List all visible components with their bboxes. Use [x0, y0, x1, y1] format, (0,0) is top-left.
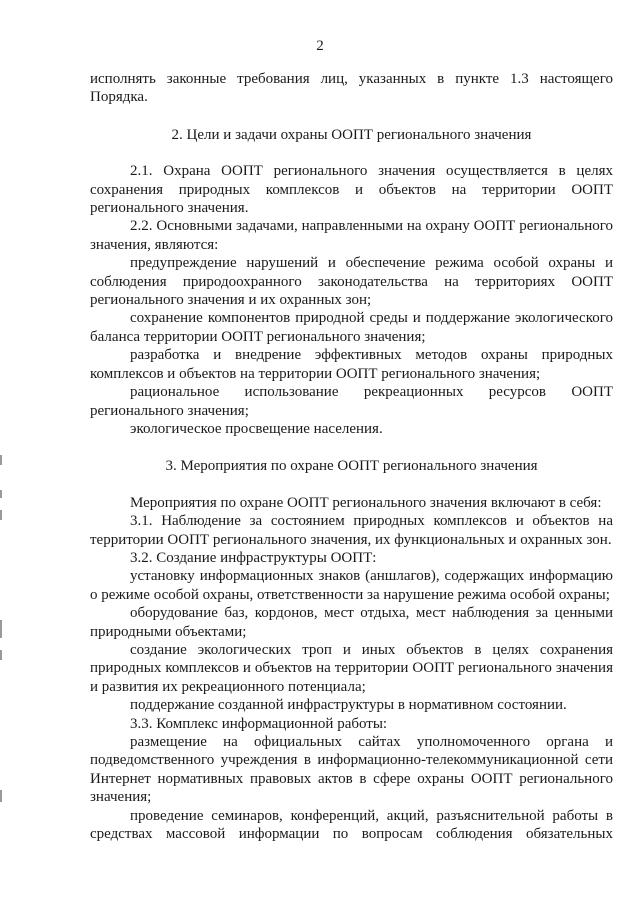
scan-edge-mark	[0, 790, 2, 802]
scan-edge-mark	[0, 455, 2, 465]
paragraph: Мероприятия по охране ООПТ регионального значения включают в себя:	[130, 494, 602, 511]
paragraph: создание экологических троп и иных объектов в целях сохранения природных комплексов и объектов на территории ООПТ регионального значения и развития их рекреационного потенциала;	[90, 641, 613, 695]
paragraph: установку информационных знаков (аншлагов), содержащих информацию о режиме особой охраны, ответственности за нарушение режима особой охраны;	[90, 568, 613, 603]
paragraph: 3.2. Создание инфраструктуры ООПТ:	[130, 549, 377, 566]
document-body	[90, 70, 613, 843]
page-number: 2	[316, 38, 324, 54]
paragraph: экологическое просвещение населения.	[130, 420, 383, 437]
section-2-heading: 2. Цели и задачи охраны ООПТ регионального значения	[171, 126, 532, 143]
paragraph: поддержание созданной инфраструктуры в нормативном состоянии.	[130, 697, 567, 714]
paragraph: проведение семинаров, конференций, акций, разъяснительной работы в средствах массовой информации по вопросам соблюдения обязательных	[90, 807, 613, 843]
scan-edge-mark	[0, 620, 2, 638]
section-3-heading: 3. Мероприятия по охране ООПТ регионального значения	[165, 458, 538, 475]
paragraph: оборудование баз, кордонов, мест отдыха, мест наблюдения за ценными природными объектами;	[90, 605, 613, 640]
paragraph: 2.1. Охрана ООПТ регионального значения осуществляется в целях сохранения природных комплексов и объектов на территории ООПТ регионального значения.	[90, 163, 613, 217]
paragraph: 2.2. Основными задачами, направленными на охрану ООПТ регионального значения, являются:	[90, 218, 613, 253]
paragraph: рациональное использование рекреационных ресурсов ООПТ регионального значения;	[90, 384, 613, 419]
paragraph: 3.3. Комплекс информационной работы:	[130, 715, 388, 732]
paragraph: предупреждение нарушений и обеспечение режима особой охраны и соблюдения природоохранного законодательства на территориях ООПТ регионального значения и их охранных зон;	[90, 255, 613, 309]
scan-edge-mark	[0, 510, 2, 520]
paragraph-intro: исполнять законные требования лиц, указанных в пункте 1.3 настоящего Порядка.	[90, 71, 613, 106]
paragraph: 3.1. Наблюдение за состоянием природных комплексов и объектов на территории ООПТ регионального значения, их функциональных и охранных зон.	[90, 513, 613, 548]
paragraph: разработка и внедрение эффективных методов охраны природных комплексов и объектов на территории ООПТ регионального значения;	[90, 347, 613, 382]
scan-edge-mark	[0, 490, 2, 498]
paragraph: размещение на официальных сайтах уполномоченного органа и подведомственного учреждения в информационно-телекоммуникационной сети Интернет нормативных правовых актов в сфере охраны ООПТ регионального значения;	[90, 734, 613, 806]
scan-edge-mark	[0, 650, 2, 660]
paragraph: сохранение компонентов природной среды и поддержание экологического баланса территории ООПТ регионального значения;	[90, 310, 613, 345]
